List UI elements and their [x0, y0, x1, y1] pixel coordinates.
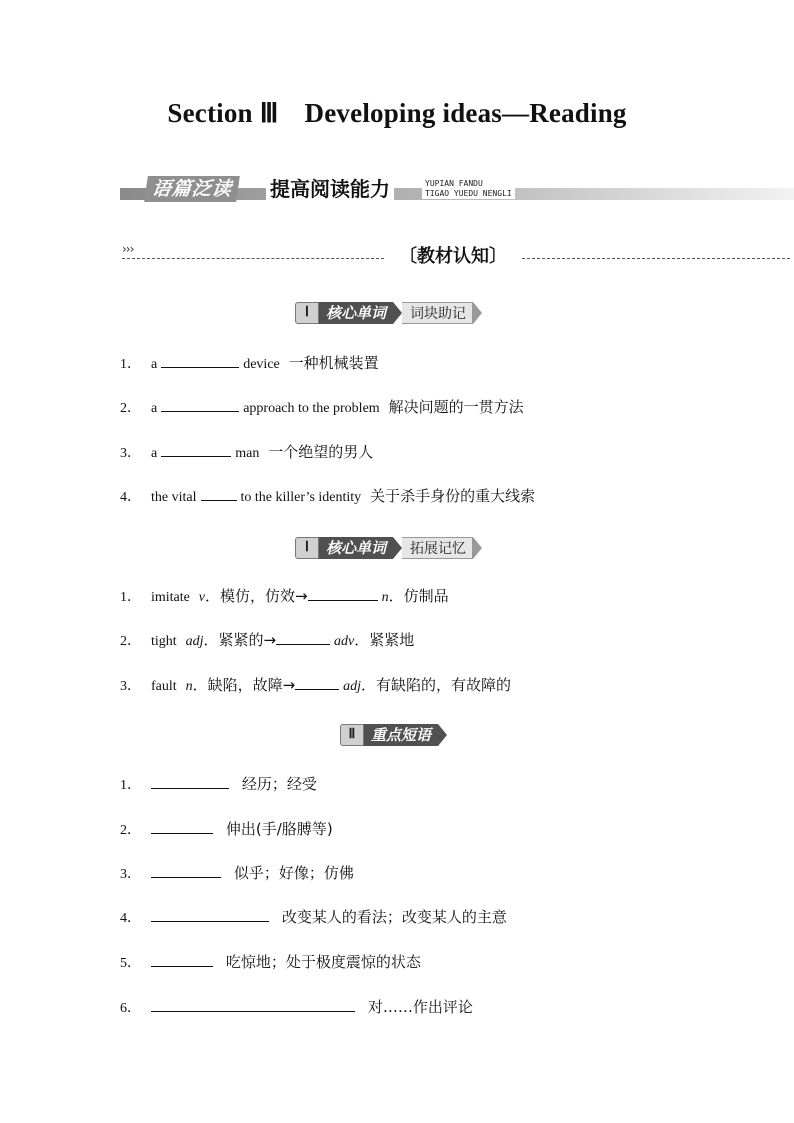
- list-item: 2． tight adj．紧紧的→ adv．紧紧地: [120, 631, 415, 649]
- list-item: 2． a approach to the problem 解决问题的一贯方法: [120, 398, 524, 416]
- list-item: 1． imitate v．模仿，仿效→ n．仿制品: [120, 587, 449, 605]
- pill-number: Ⅰ: [295, 302, 319, 324]
- pill-sub: 词块助记: [402, 302, 473, 324]
- title-section: Section Ⅲ: [167, 98, 279, 128]
- pinyin-line-1: YUPIAN FANDU: [425, 179, 483, 188]
- answer-blank[interactable]: [151, 996, 355, 1012]
- pill-main: 核心单词: [319, 537, 393, 559]
- list-item: 1． 经历；经受: [120, 775, 317, 793]
- list-item: 2． 伸出(手/胳膊等): [120, 820, 333, 838]
- pill-arrow-icon: [393, 537, 402, 559]
- pill-arrow-icon: [473, 537, 482, 559]
- pill-arrow-icon: [473, 302, 482, 324]
- pill-arrow-icon: [438, 724, 447, 746]
- answer-blank[interactable]: [151, 818, 213, 834]
- banner-pinyin: [422, 179, 515, 199]
- list-item: 4． the vital to the killer’s identity 关于杀手身份的重大线索: [120, 487, 536, 505]
- section-divider: [122, 244, 790, 270]
- answer-blank[interactable]: [151, 906, 269, 922]
- pill-main: 核心单词: [319, 302, 393, 324]
- list-item: 3． a man 一个绝望的男人: [120, 443, 374, 461]
- divider-line-right: [522, 258, 790, 259]
- pill-core-words-expand: [295, 537, 482, 559]
- pinyin-line-2: TIGAO YUEDU NENGLI: [425, 189, 512, 198]
- answer-blank[interactable]: [161, 396, 239, 412]
- section-label: 〔教材认知〕: [399, 246, 507, 267]
- pill-sub: 拓展记忆: [402, 537, 473, 559]
- answer-blank[interactable]: [151, 773, 229, 789]
- list-item: 6． 对……作出评论: [120, 998, 473, 1016]
- divider-line-left: [122, 258, 384, 259]
- answer-blank[interactable]: [151, 862, 221, 878]
- answer-blank[interactable]: [151, 951, 213, 967]
- banner-stamp: 语篇泛读: [144, 176, 240, 202]
- answer-blank[interactable]: [295, 674, 339, 690]
- pill-number: Ⅱ: [340, 724, 364, 746]
- title-topic: Developing ideas—Reading: [304, 98, 627, 128]
- page-title: [0, 98, 794, 129]
- reading-banner: [120, 176, 794, 206]
- answer-blank[interactable]: [308, 585, 378, 601]
- pill-main: 重点短语: [364, 724, 438, 746]
- list-item: 3． 似乎；好像；仿佛: [120, 864, 354, 882]
- banner-heading: 提高阅读能力: [266, 174, 394, 204]
- chevrons-icon: ›››: [122, 242, 134, 256]
- pill-arrow-icon: [393, 302, 402, 324]
- pill-number: Ⅰ: [295, 537, 319, 559]
- list-item: 1． a device 一种机械装置: [120, 354, 379, 372]
- pill-key-phrases: [340, 724, 447, 746]
- answer-blank[interactable]: [276, 629, 330, 645]
- answer-blank[interactable]: [201, 485, 237, 501]
- answer-blank[interactable]: [161, 352, 239, 368]
- answer-blank[interactable]: [161, 441, 231, 457]
- list-item: 4． 改变某人的看法；改变某人的主意: [120, 908, 507, 926]
- list-item: 3． fault n．缺陷，故障→ adj．有缺陷的，有故障的: [120, 676, 512, 694]
- list-item: 5． 吃惊地；处于极度震惊的状态: [120, 953, 421, 971]
- pill-core-words-chunks: [295, 302, 482, 324]
